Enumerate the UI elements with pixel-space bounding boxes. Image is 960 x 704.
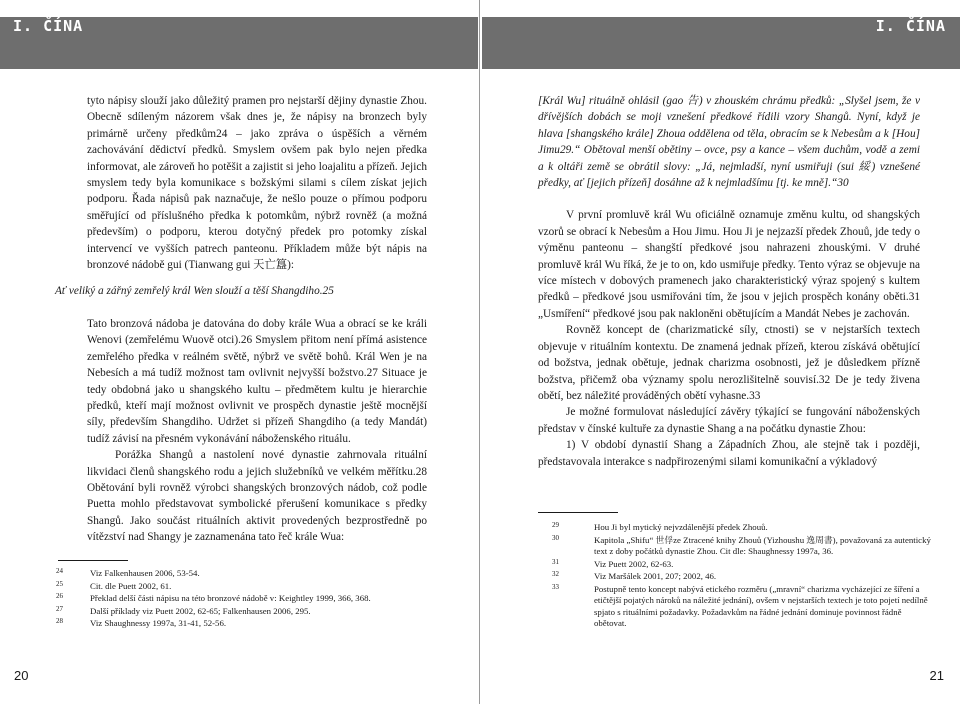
chapter-label: I. ČÍNA xyxy=(875,17,946,35)
footnote xyxy=(552,584,936,630)
right-body-text xyxy=(538,93,920,470)
page-number: 20 xyxy=(14,668,29,683)
footnote-number: 33 xyxy=(552,582,559,591)
right-page xyxy=(480,0,960,704)
footnote xyxy=(56,581,436,593)
paragraph: Je možné formulovat následující závěry týkající se fungování náboženských představ v čínské kultuře za dynastie Shang a na počátku dynastie Zhou: xyxy=(538,406,920,435)
footnote-text: Překlad delší části nápisu na této bronzové nádobě v: Keightley 1999, 366, 368. xyxy=(90,593,371,603)
page-number: 21 xyxy=(929,668,944,683)
paragraph: Tato bronzová nádoba je datována do doby krále Wua a obrací se ke králi Wenovi (zemřelému Wuově otci).26 Smyslem přitom není přímá asistence zemřelého předka v reálném světě, nýbrž ve světě bohů. Král Wen je na Nebesích a má tudíž možnost tam ovlivnit nejvyšší božstvo.27 Situace je tedy obdobná jako u shangského kultu – předmětem kultu je hierarchie předků, kteří mají možnost ovlivnit ve prospěch dynastie ještě mocnější síly, především Shangdiho. Udržet si přízeň Shangdiho (a tedy Mandát) tudíž závisí na přesném vykonávání náboženského rituálu. xyxy=(87,317,427,445)
footnote-number: 25 xyxy=(56,579,63,588)
footnote-number: 29 xyxy=(552,521,559,529)
footnote-number: 27 xyxy=(56,604,63,613)
footnote xyxy=(552,522,936,534)
footnote xyxy=(56,568,436,580)
footnotes xyxy=(56,568,436,631)
footnote-text: Hou Ji byl mytický nejvzdálenější předek Zhouů. xyxy=(594,522,768,532)
footnote xyxy=(552,571,936,583)
footnote-number: 26 xyxy=(56,592,63,600)
paragraph: tyto nápisy slouží jako důležitý pramen pro nejstarší dějiny dynastie Zhou. Obecně sdíleným názorem však dnes je, že nápisy na bronzech byly primárně určeny předkům24 – jako zpráva o úspěších a věrném zachovávání dědictví předků. Smyslem ovšem pak bylo nejen předka informovat, ale zároveň ho potěšit a zajistit si jeho loajalitu a přízeň. Jejich smyslem tedy byla komunikace s božskými silami s cílem získat jejich podporu. Řada nápisů pak naznačuje, že nešlo pouze o přímou podporu směřující od příslušného předka k potomkům, nýbrž rovněž (a možná především) o podporu, kterou dotyčný předek pro potomky získal intervencí ve vyšších patrech panteonu. Příkladem může být nápis na bronzové nádobě gui (Tianwang gui 天亡簋): xyxy=(87,95,427,272)
footnote xyxy=(56,618,436,630)
block-quote: Ať veliký a zářný zemřelý král Wen slouží a těší Shangdiho.25 xyxy=(55,285,334,298)
footnote xyxy=(552,559,936,571)
footnotes xyxy=(552,522,936,631)
footnote-text: Viz Shaughnessy 1997a, 31-41, 52-56. xyxy=(90,618,227,628)
footnote-text: Kapitola „Shifu“ 世俘ze Ztracené knihy Zhouů (Yizhoushu 逸周書), považovaná za autentický text z doby počátků dynastie Zhou. Cit dle: Shaughnessy 1997a, 36. xyxy=(594,534,931,556)
footnote-separator xyxy=(58,560,128,561)
footnote-number: 32 xyxy=(552,570,559,578)
footnote-number: 24 xyxy=(56,567,63,575)
block-quote: [Král Wu] rituálně ohlásil (gao 告) v zhouském chrámu předků: „Slyšel jsem, že v dřívějších dobách se moji vznešení předkové řídili vzory Shangů. Nyní, když je hlava [shangského krále] Zhoua oddělena od těla, obracím se k Nebesům a k [Hou] Jimu29.“ Obětoval menší obětiny – ovce, psy a kance – všem duchům, vodě a zemi a k oltáři země se obrátil slovy: „Já, nejmladší, nyní usmiřuji (sui 綏) vznešené předky, ať [jejich přízeň] dosáhne až k nejmladšímu [tj. ke mně].“30 xyxy=(538,95,920,190)
paragraph: 1) V období dynastií Shang a Západních Zhou, ale stejně tak i později, představovala interakce s nadpřirozenými silami komunikační a výkladový xyxy=(538,439,920,468)
footnote-number: 30 xyxy=(552,533,559,542)
footnote-text: Další příklady viz Puett 2002, 62-65; Falkenhausen 2006, 295. xyxy=(90,605,311,616)
paragraph: V první promluvě král Wu oficiálně oznamuje změnu kultu, od shangských vzorů se obrací k Nebesům a Hou Jimu. Hou Ji je nejzazší předek Zhouů, jde tedy o výměnu panteonu – shangští předkové jsou nahrazeni zhouskými. V druhé promluvě král Wu říká, že je to on, kdo usmiřuje předky. Tento výraz se objevuje na více místech v dobových pramenech jako charakteristický výraz spojený s kultem předků – předkové jsou usmiřováni tím, že jsou v jejich prospěch konány oběti.31 „Usmíření“ předkové jsou pak nakloněni obětujícím a Mandát Nebes je zachován. xyxy=(538,209,920,320)
footnote-number: 28 xyxy=(56,617,63,625)
footnote-text: Viz Maršálek 2001, 207; 2002, 46. xyxy=(594,571,717,581)
footnote-number: 31 xyxy=(552,557,559,566)
footnote-text: Postupně tento koncept nabývá etického rozměru („mravní“ charizma vycházející ze šíření a etičtější pojatých nároků na náležité jednání), ovšem v nejstarších textech je toto pojetí nedílně spjato s rituálními požadavky. Požadavkům na řádné jednání dominuje povinnost řádně obětovat. xyxy=(594,583,928,628)
paragraph: Rovněž koncept de (charizmatické síly, ctnosti) se v nejstarších textech objevuje v rituálním kontextu. De znamená jednak přízeň, kterou získává obětující od božstva, jednak obětuje, jednak charizma osobnosti, jež je důsledkem přízně božstva, přičemž oba významy spolu nerozlišitelně souvisí.32 De je tedy živena obětí, bez náležité prováděných obětí vyhasne.33 xyxy=(538,324,920,402)
footnote-separator xyxy=(538,512,618,513)
left-body-text xyxy=(55,93,427,546)
footnote xyxy=(56,606,436,618)
footnote xyxy=(56,593,436,605)
footnote-text: Viz Puett 2002, 62-63. xyxy=(594,558,674,569)
paragraph: Porážka Shangů a nastolení nové dynastie zahrnovala rituální likvidaci členů shangského rodu a jejich služebníků ve velkém měřítku.28 Obětování byli rovněž výrobci shangských bronzových nádob, což podle Puetta mohlo představovat symbolické přerušení komunikace s předky Shangů. Jako součást rituálních aktivit provedených bezprostředně po vítězství nad Shangy je zaznamenána tato řeč krále Wua: xyxy=(87,449,427,544)
chapter-label: I. ČÍNA xyxy=(13,17,84,35)
footnote-text: Cit. dle Puett 2002, 61. xyxy=(90,580,172,591)
footnote xyxy=(552,535,936,558)
footnote-text: Viz Falkenhausen 2006, 53-54. xyxy=(90,568,200,578)
